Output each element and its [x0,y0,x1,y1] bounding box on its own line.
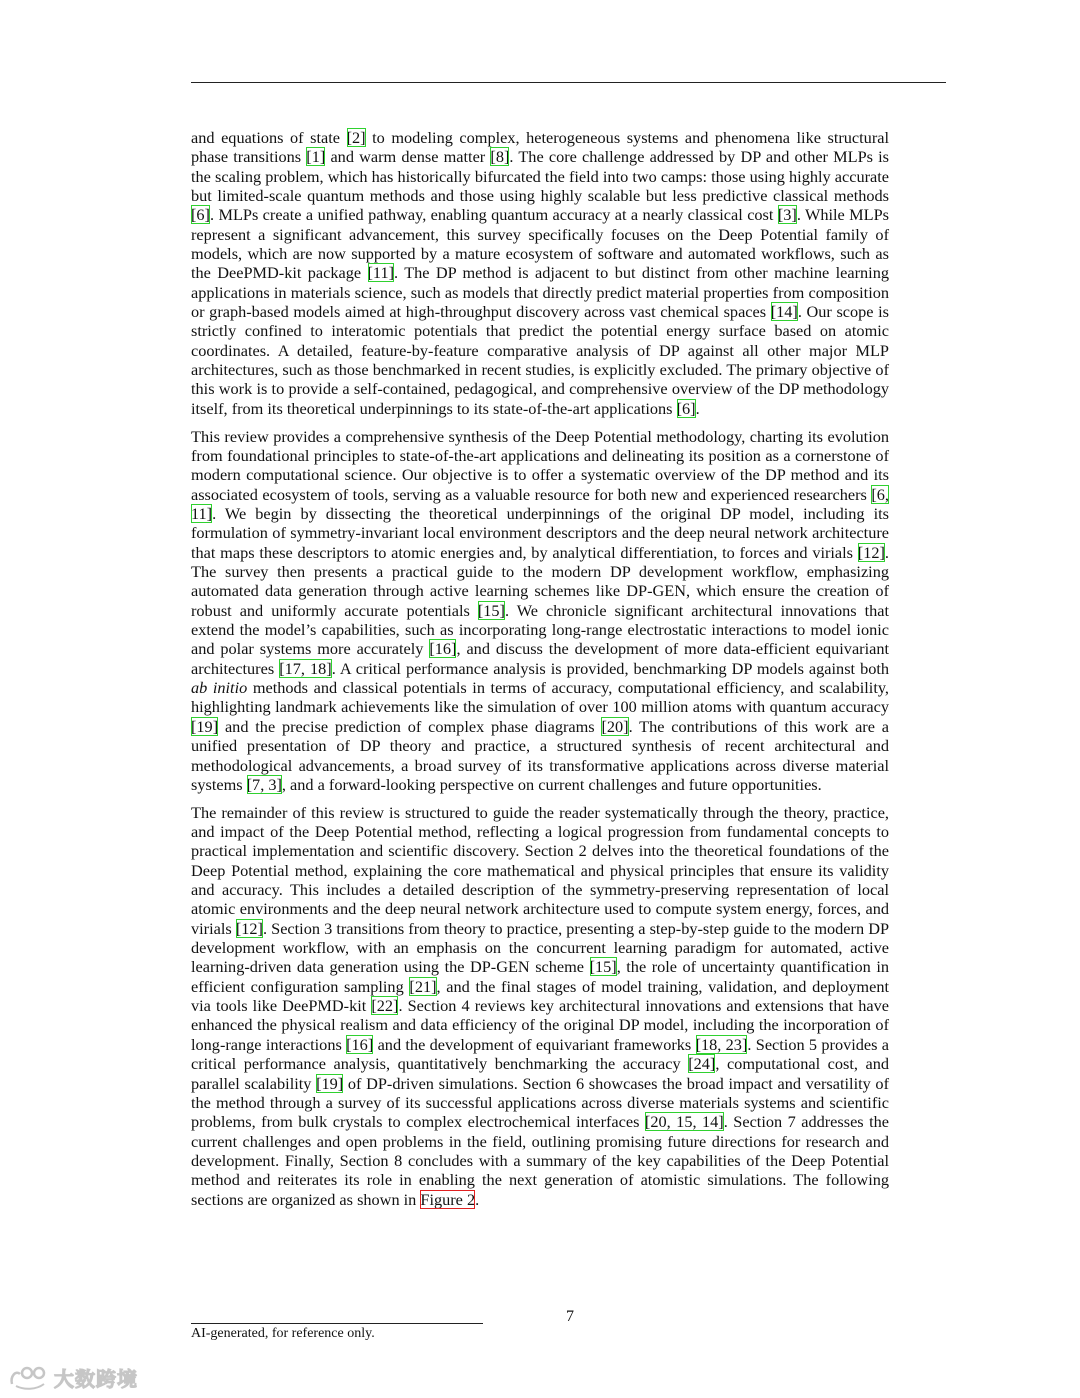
text-run: , and the final stages of model training, validation, and deployment via tools like DeePMD-kit [191,976,889,1016]
text-run: to modeling complex, heterogeneous systems and phenomena like structural phase transitions [191,128,889,167]
text-run: of DP-driven simulations. Section 6 showcases the broad impact and versatility of the method through a survey of its successful applications across diverse materials systems and scientific problems, from bulk crystals to complex electrochemical interfaces [191,1073,889,1132]
citation-link[interactable]: [12] [857,542,885,562]
citation-link[interactable]: [21] [409,976,437,996]
text-run: and the development of equivariant frameworks [373,1034,696,1054]
citation-link[interactable]: [18, 23] [695,1034,748,1054]
citation-link[interactable]: [16] [429,639,457,659]
citation-link[interactable]: [20, 15, 14] [644,1112,724,1132]
text-run: and warm dense matter [325,147,491,167]
text-run: This review provides a comprehensive synthesis of the Deep Potential methodology, charting its evolution from foundational principles to state-of-the-art applications and delineating its position as a cornerstone of modern computational science. Our objective is to offer a systematic overview of the DP method and its associated ecosystem of tools, serving as a valuable resource for both new and experienced researchers [191,426,889,504]
text-run: , and discuss the development of more data-efficient equivariant architectures [191,639,889,678]
citation-link[interactable]: [22] [371,996,399,1016]
citation-link[interactable]: [11] [367,263,395,283]
figure-link[interactable]: Figure 2 [420,1189,476,1209]
citation-link[interactable]: [6, 11] [191,484,889,524]
citation-link[interactable]: [12] [235,918,263,938]
citation-link[interactable]: [8] [490,147,510,167]
citation-link[interactable]: [20] [601,716,629,736]
watermark-text: 大数跨境 [54,1366,138,1391]
footnote-rule [191,1323,483,1324]
paragraph-overview [191,427,889,795]
citation-link[interactable]: [14] [770,302,798,322]
text-run: and equations of state [191,128,347,147]
citation-link[interactable]: [1] [306,147,326,167]
text-run: and the precise prediction of complex phase diagrams [218,716,602,736]
text-run: . While MLPs represent a significant advancement, this survey specifically focuses on the Deep Potential family of models, which are now supported by a mature ecosystem of software and automated workflows, such as the DeePMD-kit package [191,205,889,283]
watermark [8,1362,138,1392]
citation-link[interactable]: [19] [316,1073,344,1093]
text-run: . [695,398,700,418]
citation-link[interactable]: [7, 3] [246,774,282,794]
text-run: . Section 4 reviews key architectural innovations and extensions that have enhanced the physical realism and data efficiency of the original DP model, including the incorporation of long-range interactions [191,996,890,1054]
page-number: 7 [566,1308,574,1325]
footnote: AI-generated, for reference only. [191,1326,375,1341]
text-run: , computational cost, and parallel scalability [191,1054,889,1093]
brand-logo-icon [8,1364,50,1390]
citation-link[interactable]: [2] [346,128,366,147]
text-run: . The survey then presents a practical guide to the modern DP development workflow, emphasizing automated data generation through active learning schemes like DP-GEN, which ensure the creation of robust and uniformly accurate potentials [191,542,889,620]
text-run: . Section 7 addresses the current challenges and open problems in the field, outlining promising future directions for research and development. Finally, Section 8 concludes with a summary of the key capabilities of the Deep Potential method and reiterates its role in enabling the next generation of atomistic simulations. The following sections are organized as shown in [191,1112,890,1209]
text-run: . The DP method is adjacent to but distinct from other machine learning applications in materials science, such as models that directly predict material properties from composition or graph-based models aimed at high-throughput discovery across vast chemical spaces [191,263,889,322]
emphasis-text: ab initio [191,678,248,698]
citation-link[interactable]: [3] [777,205,797,225]
header-rule [191,82,946,83]
citation-link[interactable]: [15] [589,957,617,977]
citation-link[interactable]: [16] [346,1034,374,1054]
text-run: . Section 5 provides a critical performance analysis, quantitatively benchmarking the accuracy [191,1034,890,1074]
citation-link[interactable]: [15] [477,600,505,620]
text-run: , and a forward-looking perspective on current challenges and future opportunities. [281,774,822,794]
text-run: . MLPs create a unified pathway, enabling quantum accuracy at a nearly classical cost [209,205,778,225]
text-run: . We begin by dissecting the theoretical underpinnings of the original DP model, including its formulation of symmetry-invariant local environment descriptors and the deep neural network architecture that maps these descriptors to atomic energies and, by analytical differentiation, to forces and virials [191,504,889,562]
citation-link[interactable]: [24] [688,1054,716,1074]
text-run: The remainder of this review is structured to guide the reader systematically through the theory, practice, and impact of the Deep Potential method, reflecting a logical progression from fundamental concepts to practical implementation and scientific discovery. Section 2 delves into the theoretical foundations of the Deep Potential method, explaining the core mathematical and physical principles that ensure its validity and accuracy. This includes a detailed description of the symmetry-preserving representation of local atomic environments and the deep neural network architecture used to compute system energy, forces, and virials [191,802,889,938]
text-run: . A critical performance analysis is provided, benchmarking DP models against both [331,658,890,678]
text-run: , the role of uncertainty quantification in efficient configuration sampling [191,957,889,996]
body-text [191,128,889,1217]
paragraph-structure [191,803,889,1209]
citation-link[interactable]: [6] [676,398,696,418]
text-run: . Our scope is strictly confined to interatomic potentials that predict the potential energy surface based on atomic coordinates. A detailed, feature-by-feature comparative analysis of DP against all other major MLP architectures, such as those benchmarked in recent studies, is explicitly excluded. The primary objective of this work is to provide a self-contained, pedagogical, and comprehensive overview of the DP methodology itself, from its theoretical underpinnings to its state-of-the-art applications [191,302,890,418]
citation-link[interactable]: [17, 18] [279,658,332,678]
text-run: . Section 3 transitions from theory to practice, presenting a step-by-step guide to the modern DP development workflow, with an emphasis on the concurrent learning paradigm for automated, active learning-driven data generation using the DP-GEN scheme [191,918,890,977]
citation-link[interactable]: [19] [191,716,219,736]
citation-link[interactable]: [6] [191,205,210,225]
paragraph-scope [191,128,889,418]
text-run: . We chronicle significant architectural innovations that extend the model’s capabilities, such as incorporating long-range electrostatic interactions to model ionic and polar systems more accurately [191,600,889,659]
text-run: methods and classical potentials in terms of accuracy, computational efficiency, and scalability, highlighting landmark achievements like the simulation of over 100 million atoms with quantum accuracy [191,678,889,717]
text-run: . [475,1189,480,1209]
text-run: . The contributions of this work are a unified presentation of DP theory and practice, a structured synthesis of recent architectural and methodological advancements, a broad survey of its transformative applications across diverse material systems [191,716,889,794]
text-run: . The core challenge addressed by DP and other MLPs is the scaling problem, which has historically bifurcated the field into two camps: those using highly accurate but limited-scale quantum methods and those using highly scalable but less predictive classical methods [191,147,890,206]
